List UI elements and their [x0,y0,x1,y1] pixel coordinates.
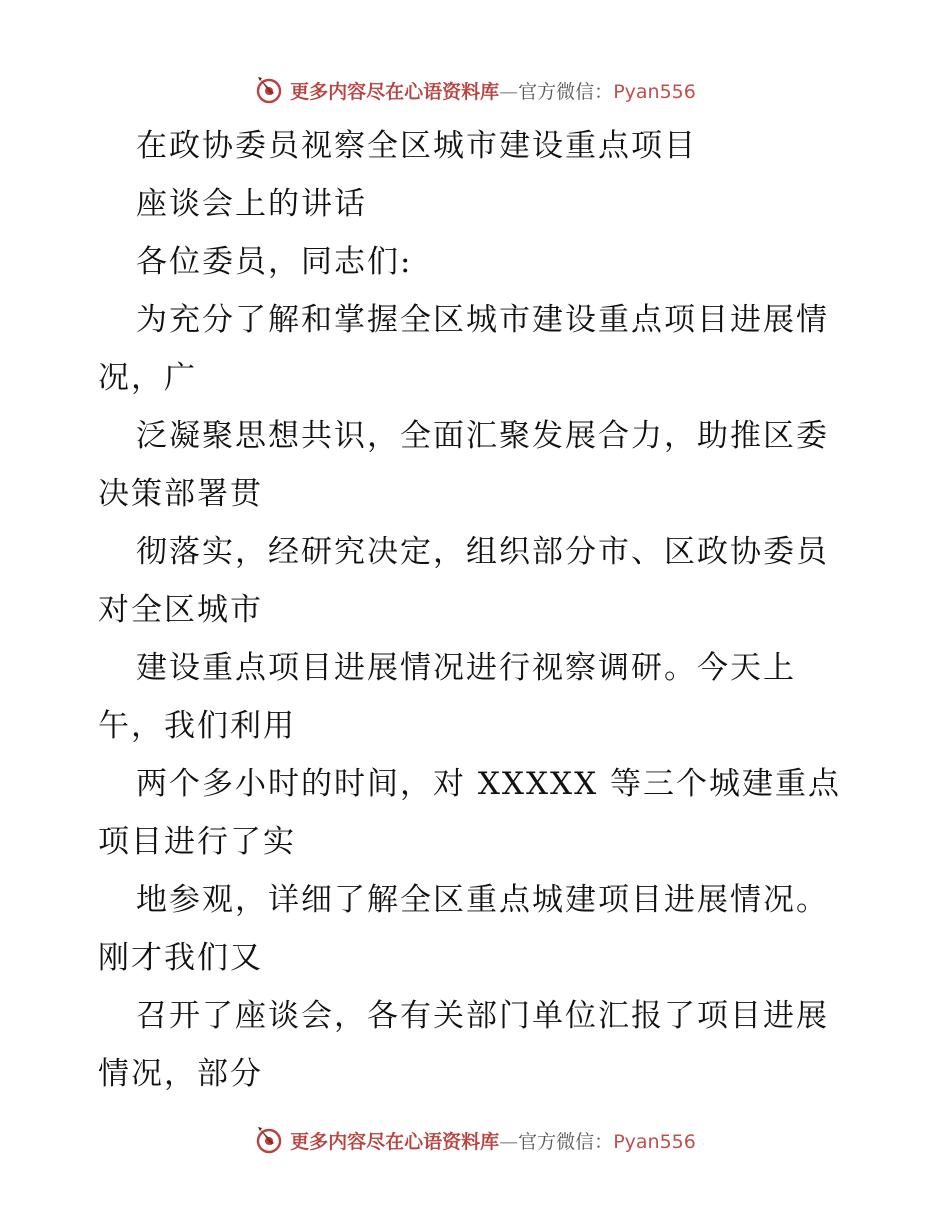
text-line: 地参观，详细了解全区重点城建项目进展情况。 [136,882,829,918]
text-line: 泛凝聚思想共识，全面汇聚发展合力，助推区委 [136,418,829,454]
text-line: 决策部署贯 [98,476,263,512]
document-body [98,117,858,1103]
watermark-wechat-label: 官方微信： [518,1130,614,1153]
watermark-main: 更多内容尽在心语资料库 [290,80,500,103]
text-line: 午，我们利用 [98,708,296,744]
watermark-separator: — [499,1130,519,1153]
text-line: 情况，部分 [98,1056,263,1092]
text-line: 为充分了解和掌握全区城市建设重点项目进展情 [136,302,829,338]
quill-in-circle-icon [254,75,284,105]
text-line: 刚才我们又 [98,940,263,976]
text-line: 在政协委员视察全区城市建设重点项目 [136,128,697,164]
text-line: 建设重点项目进展情况进行视察调研。今天上 [136,650,796,686]
text-line: 况，广 [98,360,197,396]
text-line: 座谈会上的讲话 [136,186,367,222]
text-line: 项目进行了实 [98,824,296,860]
watermark-wechat-id: Pyan556 [613,80,696,103]
text-line: 召开了座谈会，各有关部门单位汇报了项目进展 [136,998,829,1034]
text-line: 各位委员，同志们: [136,244,413,280]
watermark-main: 更多内容尽在心语资料库 [290,1130,500,1153]
watermark-text [290,77,696,104]
quill-in-circle-icon [254,1125,284,1155]
header-watermark [0,72,950,108]
watermark-text [290,1127,696,1154]
watermark-separator: — [499,80,519,103]
footer-watermark [0,1122,950,1158]
text-line: 两个多小时的时间，对 XXXXX 等三个城建重点 [136,766,842,802]
watermark-wechat-label: 官方微信： [518,80,614,103]
text-line: 彻落实，经研究决定，组织部分市、区政协委员 [136,534,829,570]
text-line: 对全区城市 [98,592,263,628]
watermark-wechat-id: Pyan556 [613,1130,696,1153]
